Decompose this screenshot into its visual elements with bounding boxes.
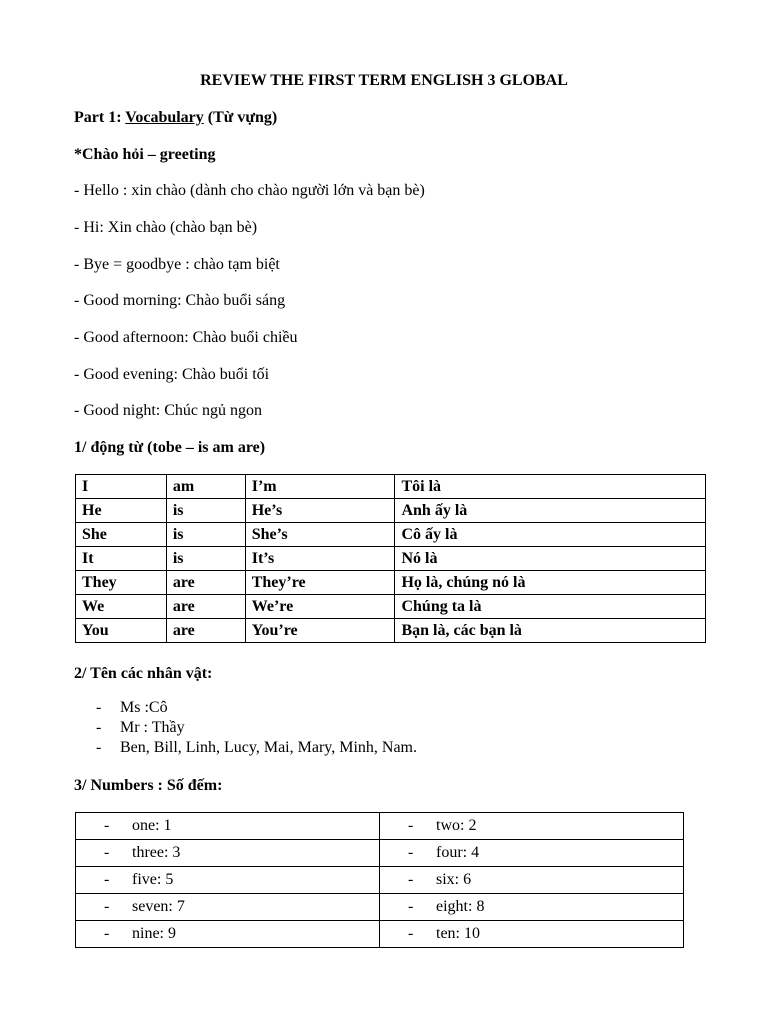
section1-heading: 1/ động từ (tobe – is am are) xyxy=(74,439,266,456)
number-text: two: 2 xyxy=(436,817,477,834)
bullet: - xyxy=(96,739,102,756)
bullet: - xyxy=(408,898,414,915)
table-cell: am xyxy=(166,475,245,499)
table-cell: are xyxy=(166,595,245,619)
tobe-table xyxy=(75,474,706,643)
table-row xyxy=(76,619,706,643)
numbers-table xyxy=(75,812,684,948)
greeting-line: - Good night: Chúc ngủ ngon xyxy=(74,402,262,419)
table-row xyxy=(76,813,684,840)
table-row xyxy=(76,547,706,571)
table-cell: Cô ấy là xyxy=(395,523,706,547)
number-text: nine: 9 xyxy=(132,925,176,942)
number-text: eight: 8 xyxy=(436,898,485,915)
greeting-line: - Good morning: Chào buổi sáng xyxy=(74,292,286,309)
table-cell: She’s xyxy=(245,523,395,547)
table-cell: You xyxy=(76,619,167,643)
table-cell: Họ là, chúng nó là xyxy=(395,571,706,595)
number-text: five: 5 xyxy=(132,871,174,888)
table-cell: He’s xyxy=(245,499,395,523)
table-cell: It’s xyxy=(245,547,395,571)
greeting-line: - Bye = goodbye : chào tạm biệt xyxy=(74,256,280,273)
table-cell xyxy=(76,921,380,948)
list-item xyxy=(96,738,417,758)
greeting-heading: *Chào hỏi – greeting xyxy=(74,146,216,163)
names-list xyxy=(96,698,417,758)
table-cell: are xyxy=(166,619,245,643)
bullet: - xyxy=(408,871,414,888)
table-cell xyxy=(380,813,684,840)
table-cell: I xyxy=(76,475,167,499)
table-cell: Chúng ta là xyxy=(395,595,706,619)
table-cell: They xyxy=(76,571,167,595)
section2-heading: 2/ Tên các nhân vật: xyxy=(74,665,213,682)
bullet: - xyxy=(104,925,110,942)
name-text: Ben, Bill, Linh, Lucy, Mai, Mary, Minh, Nam. xyxy=(120,739,417,756)
table-cell xyxy=(380,894,684,921)
table-cell: You’re xyxy=(245,619,395,643)
number-text: seven: 7 xyxy=(132,898,185,915)
part1-vocabulary: Vocabulary xyxy=(125,109,204,126)
table-cell: is xyxy=(166,523,245,547)
number-text: three: 3 xyxy=(132,844,181,861)
bullet: - xyxy=(104,844,110,861)
table-cell: We xyxy=(76,595,167,619)
bullet: - xyxy=(408,844,414,861)
table-cell: Nó là xyxy=(395,547,706,571)
bullet: - xyxy=(408,925,414,942)
bullet: - xyxy=(104,871,110,888)
number-text: one: 1 xyxy=(132,817,172,834)
number-text: four: 4 xyxy=(436,844,480,861)
table-cell: She xyxy=(76,523,167,547)
table-cell: is xyxy=(166,499,245,523)
table-cell: Anh ấy là xyxy=(395,499,706,523)
document-title: REVIEW THE FIRST TERM ENGLISH 3 GLOBAL xyxy=(200,72,568,89)
table-cell xyxy=(380,840,684,867)
bullet: - xyxy=(408,817,414,834)
greeting-line: - Hi: Xin chào (chào bạn bè) xyxy=(74,219,258,236)
table-cell xyxy=(76,867,380,894)
table-row xyxy=(76,867,684,894)
table-row xyxy=(76,894,684,921)
table-row xyxy=(76,475,706,499)
table-cell: Bạn là, các bạn là xyxy=(395,619,706,643)
list-item xyxy=(96,718,417,738)
part1-suffix: (Từ vựng) xyxy=(203,109,278,126)
bullet: - xyxy=(96,719,102,736)
greeting-line: - Good evening: Chào buổi tối xyxy=(74,366,270,383)
table-cell: are xyxy=(166,571,245,595)
table-cell: is xyxy=(166,547,245,571)
name-text: Ms :Cô xyxy=(120,699,168,716)
table-row xyxy=(76,921,684,948)
greeting-line: - Hello : xin chào (dành cho chào người lớn và bạn bè) xyxy=(74,182,425,199)
part1-heading xyxy=(74,109,277,127)
table-row xyxy=(76,840,684,867)
table-row xyxy=(76,571,706,595)
table-cell: Tôi là xyxy=(395,475,706,499)
number-text: ten: 10 xyxy=(436,925,480,942)
table-cell xyxy=(380,921,684,948)
name-text: Mr : Thầy xyxy=(120,719,185,736)
table-cell xyxy=(380,867,684,894)
bullet: - xyxy=(96,699,102,716)
bullet: - xyxy=(104,898,110,915)
table-cell: I’m xyxy=(245,475,395,499)
table-row xyxy=(76,595,706,619)
bullet: - xyxy=(104,817,110,834)
table-cell xyxy=(76,813,380,840)
part1-prefix: Part 1: xyxy=(74,109,126,126)
table-cell xyxy=(76,840,380,867)
number-text: six: 6 xyxy=(436,871,472,888)
table-cell: They’re xyxy=(245,571,395,595)
table-cell: We’re xyxy=(245,595,395,619)
table-row xyxy=(76,523,706,547)
greeting-line: - Good afternoon: Chào buổi chiều xyxy=(74,329,298,346)
section3-heading: 3/ Numbers : Số đếm: xyxy=(74,777,223,794)
list-item xyxy=(96,698,417,718)
table-cell: He xyxy=(76,499,167,523)
table-cell: It xyxy=(76,547,167,571)
table-cell xyxy=(76,894,380,921)
table-row xyxy=(76,499,706,523)
